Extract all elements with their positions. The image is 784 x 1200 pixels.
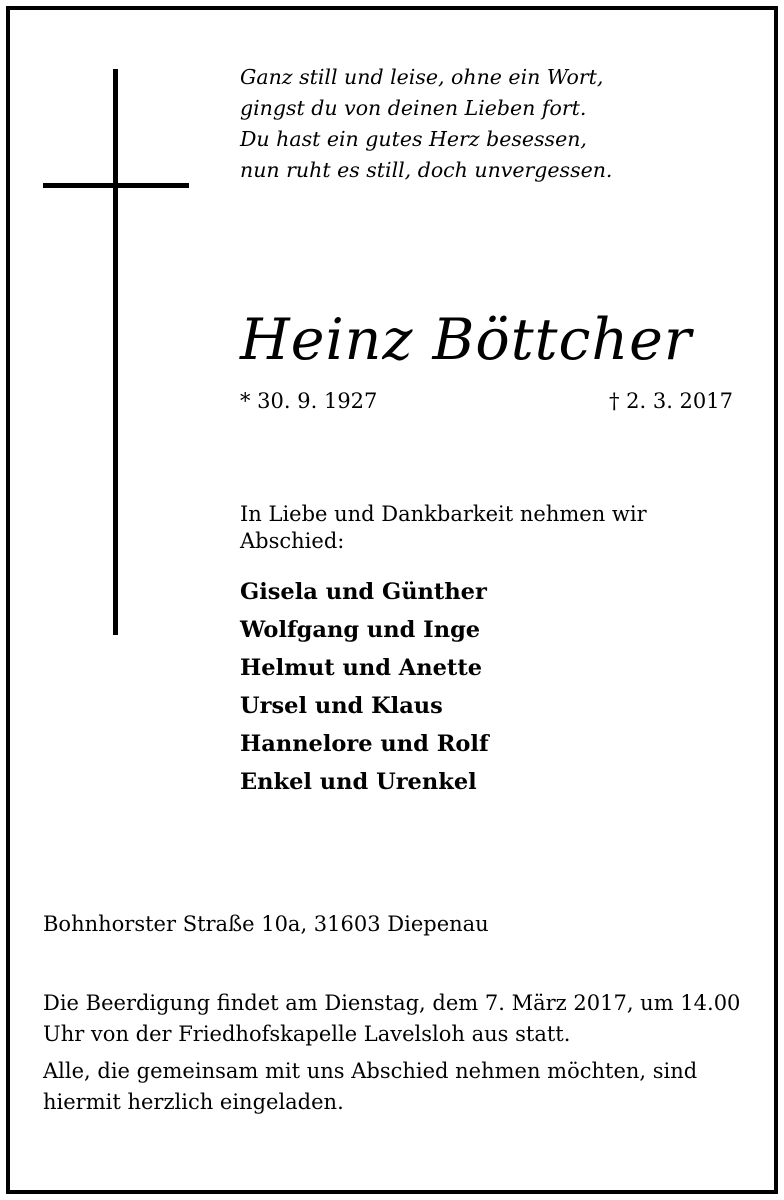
poem-line: nun ruht es still, doch unvergessen. (240, 158, 613, 182)
farewell-intro: In Liebe und Dankbarkeit nehmen wir Abschied: (240, 502, 647, 553)
cross-horizontal-bar (43, 183, 189, 188)
family-member: Hannelore und Rolf (240, 731, 489, 757)
poem-line: Ganz still und leise, ohne ein Wort, (240, 65, 604, 89)
family-member: Helmut und Anette (240, 655, 483, 681)
family-list (240, 573, 740, 801)
family-member: Wolfgang und Inge (240, 617, 481, 643)
family-member: Gisela und Günther (240, 579, 487, 605)
poem-line: gingst du von deinen Lieben fort. (240, 96, 587, 120)
birth-date: * 30. 9. 1927 (240, 389, 378, 413)
poem-line: Du hast ein gutes Herz besessen, (240, 127, 587, 151)
cross-vertical-bar (113, 69, 118, 635)
address: Bohnhorster Straße 10a, 31603 Diepenau (43, 912, 489, 936)
funeral-info: Die Beerdigung findet am Dienstag, dem 7. März 2017, um 14.00 Uhr von der Friedhofskapelle Lavelsloh aus statt. (43, 991, 741, 1046)
family-member: Enkel und Urenkel (240, 769, 477, 795)
invitation-text: Alle, die gemeinsam mit uns Abschied nehmen möchten, sind hiermit herzlich eingeladen. (43, 1059, 698, 1114)
poem (240, 62, 760, 186)
death-date: † 2. 3. 2017 (608, 389, 733, 413)
deceased-name: Heinz Böttcher (240, 307, 693, 373)
life-dates (240, 387, 733, 415)
family-member: Ursel und Klaus (240, 693, 443, 719)
